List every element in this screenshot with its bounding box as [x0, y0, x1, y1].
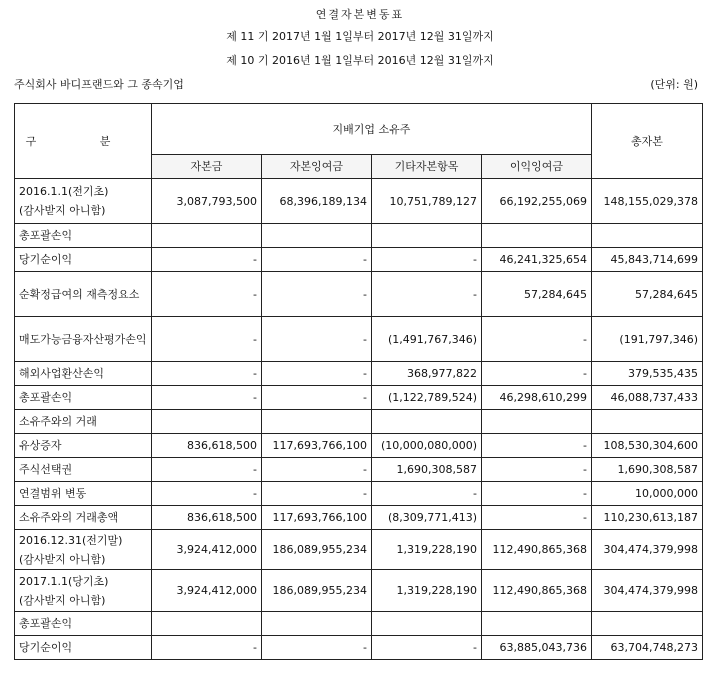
- row-label: 해외사업환산손익: [15, 362, 152, 386]
- cell-surplus: -: [262, 386, 372, 410]
- cell-total: 148,155,029,378: [592, 179, 703, 224]
- cell-retained: -: [482, 362, 592, 386]
- cell-capital: 3,924,412,000: [152, 530, 262, 570]
- statement-title: 연결자본변동표: [315, 8, 405, 21]
- table-row: [15, 272, 703, 317]
- header-capital-surplus: 자본잉여금: [262, 155, 372, 179]
- row-label: 2016.1.1(전기초) (감사받지 아니함): [15, 179, 152, 224]
- cell-retained: -: [482, 506, 592, 530]
- table-row: [15, 317, 703, 362]
- cell-retained: [482, 612, 592, 636]
- cell-surplus: 186,089,955,234: [262, 530, 372, 570]
- cell-retained: 46,298,610,299: [482, 386, 592, 410]
- period-current: 제 11 기 2017년 1월 1일부터 2017년 12월 31일까지: [226, 30, 494, 43]
- cell-other: (10,000,080,000): [372, 434, 482, 458]
- table-row: [15, 434, 703, 458]
- table-row: [15, 248, 703, 272]
- table-row: [15, 570, 703, 612]
- cell-surplus: 117,693,766,100: [262, 506, 372, 530]
- cell-other: 1,319,228,190: [372, 570, 482, 612]
- cell-surplus: -: [262, 317, 372, 362]
- cell-total: 1,690,308,587: [592, 458, 703, 482]
- row-label: 유상증자: [15, 434, 152, 458]
- cell-surplus: -: [262, 458, 372, 482]
- table-row: [15, 482, 703, 506]
- row-label: 소유주와의 거래: [15, 410, 152, 434]
- cell-retained: 46,241,325,654: [482, 248, 592, 272]
- cell-total: [592, 410, 703, 434]
- cell-capital: 3,924,412,000: [152, 570, 262, 612]
- cell-other: [372, 224, 482, 248]
- table-row: [15, 224, 703, 248]
- cell-retained: -: [482, 458, 592, 482]
- cell-total: 110,230,613,187: [592, 506, 703, 530]
- cell-capital: 836,618,500: [152, 434, 262, 458]
- cell-surplus: [262, 224, 372, 248]
- cell-surplus: [262, 410, 372, 434]
- cell-other: -: [372, 636, 482, 660]
- table-row: [15, 179, 703, 224]
- cell-other: 10,751,789,127: [372, 179, 482, 224]
- cell-surplus: 68,396,189,134: [262, 179, 372, 224]
- header-controlling-interest: 지배기업 소유주: [152, 104, 592, 155]
- cell-total: [592, 612, 703, 636]
- cell-capital: -: [152, 248, 262, 272]
- cell-total: (191,797,346): [592, 317, 703, 362]
- cell-capital: -: [152, 482, 262, 506]
- cell-capital: [152, 410, 262, 434]
- cell-other: [372, 612, 482, 636]
- cell-surplus: -: [262, 362, 372, 386]
- table-row: [15, 506, 703, 530]
- cell-capital: 3,087,793,500: [152, 179, 262, 224]
- cell-other: -: [372, 248, 482, 272]
- row-label: 2017.1.1(당기초) (감사받지 아니함): [15, 570, 152, 612]
- cell-total: 57,284,645: [592, 272, 703, 317]
- period-prior: 제 10 기 2016년 1월 1일부터 2016년 12월 31일까지: [226, 54, 494, 67]
- cell-capital: [152, 612, 262, 636]
- row-label: 당기순이익: [15, 636, 152, 660]
- table-row: [15, 458, 703, 482]
- cell-total: 108,530,304,600: [592, 434, 703, 458]
- cell-capital: [152, 224, 262, 248]
- cell-capital: -: [152, 458, 262, 482]
- cell-total: 45,843,714,699: [592, 248, 703, 272]
- cell-retained: -: [482, 482, 592, 506]
- row-label: 소유주와의 거래총액: [15, 506, 152, 530]
- row-label: 연결범위 변동: [15, 482, 152, 506]
- company-name: 주식회사 바디프랜드와 그 종속기업: [14, 78, 184, 91]
- cell-retained: 112,490,865,368: [482, 570, 592, 612]
- header-capital-stock: 자본금: [152, 155, 262, 179]
- row-label: 2016.12.31(전기말) (감사받지 아니함): [15, 530, 152, 570]
- cell-surplus: -: [262, 248, 372, 272]
- cell-total: [592, 224, 703, 248]
- table-row: [15, 386, 703, 410]
- cell-other: -: [372, 272, 482, 317]
- table-row: [15, 362, 703, 386]
- cell-retained: [482, 410, 592, 434]
- cell-other: (1,491,767,346): [372, 317, 482, 362]
- cell-retained: 63,885,043,736: [482, 636, 592, 660]
- header-retained-earnings: 이익잉여금: [482, 155, 592, 179]
- cell-retained: 66,192,255,069: [482, 179, 592, 224]
- cell-surplus: 186,089,955,234: [262, 570, 372, 612]
- cell-surplus: -: [262, 272, 372, 317]
- cell-retained: [482, 224, 592, 248]
- cell-other: 1,319,228,190: [372, 530, 482, 570]
- cell-retained: 112,490,865,368: [482, 530, 592, 570]
- row-label: 당기순이익: [15, 248, 152, 272]
- cell-retained: -: [482, 317, 592, 362]
- row-label: 매도가능금융자산평가손익: [15, 317, 152, 362]
- cell-other: 1,690,308,587: [372, 458, 482, 482]
- cell-surplus: -: [262, 482, 372, 506]
- header-category: 구 분: [15, 104, 152, 179]
- cell-capital: 836,618,500: [152, 506, 262, 530]
- row-label: 총포괄손익: [15, 612, 152, 636]
- cell-total: 304,474,379,998: [592, 570, 703, 612]
- cell-surplus: -: [262, 636, 372, 660]
- table-row: [15, 636, 703, 660]
- cell-capital: -: [152, 362, 262, 386]
- row-label: 총포괄손익: [15, 224, 152, 248]
- table-body: [15, 179, 703, 660]
- cell-surplus: 117,693,766,100: [262, 434, 372, 458]
- cell-total: 10,000,000: [592, 482, 703, 506]
- cell-surplus: [262, 612, 372, 636]
- cell-other: (8,309,771,413): [372, 506, 482, 530]
- header-other-capital: 기타자본항목: [372, 155, 482, 179]
- cell-total: 63,704,748,273: [592, 636, 703, 660]
- table-row: [15, 410, 703, 434]
- cell-capital: -: [152, 386, 262, 410]
- cell-total: 379,535,435: [592, 362, 703, 386]
- cell-other: (1,122,789,524): [372, 386, 482, 410]
- unit-label: (단위: 원): [650, 78, 698, 91]
- header-total-equity: 총자본: [592, 104, 703, 179]
- cell-capital: -: [152, 317, 262, 362]
- row-label: 총포괄손익: [15, 386, 152, 410]
- equity-changes-table: [14, 103, 703, 660]
- cell-other: -: [372, 482, 482, 506]
- cell-total: 304,474,379,998: [592, 530, 703, 570]
- table-row: [15, 612, 703, 636]
- cell-capital: -: [152, 272, 262, 317]
- row-label: 주식선택권: [15, 458, 152, 482]
- cell-total: 46,088,737,433: [592, 386, 703, 410]
- cell-capital: -: [152, 636, 262, 660]
- cell-retained: 57,284,645: [482, 272, 592, 317]
- cell-retained: -: [482, 434, 592, 458]
- cell-other: [372, 410, 482, 434]
- row-label: 순확정급여의 재측정요소: [15, 272, 152, 317]
- cell-other: 368,977,822: [372, 362, 482, 386]
- table-row: [15, 530, 703, 570]
